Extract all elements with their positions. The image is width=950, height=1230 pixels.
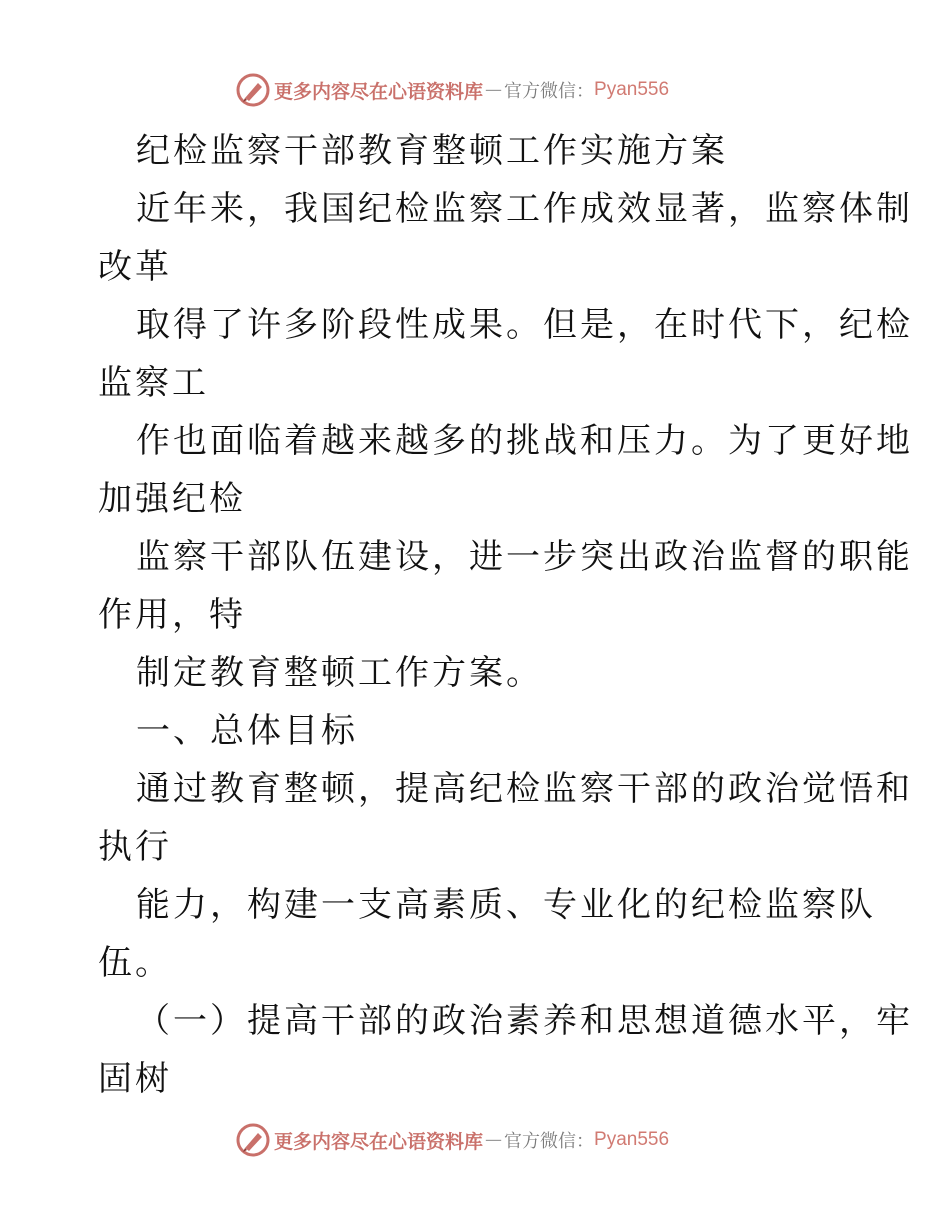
watermark-label: 官方微信： [504,81,595,102]
paragraph-line: 伍。 [98,943,172,983]
watermark-brand-text: 更多内容尽在心语资料库 [274,80,484,103]
paragraph-line: 通过教育整顿，提高纪检监察干部的政治觉悟和 [136,769,913,809]
section-heading: 一、总体目标 [136,711,358,751]
paragraph-line: 监察干部队伍建设，进一步突出政治监督的职能 [136,537,913,577]
paragraph-line: 作也面临着越来越多的挑战和压力。为了更好地 [136,421,913,461]
footer-watermark [236,1122,669,1158]
document-body [98,122,913,1108]
subsection-heading: （一）提高干部的政治素养和思想道德水平，牢 [136,1001,913,1041]
paragraph-line: 取得了许多阶段性成果。但是，在时代下，纪检 [136,305,913,345]
pen-logo-icon [236,73,270,107]
paragraph-line: 执行 [98,827,172,867]
header-watermark [236,72,669,108]
paragraph-line: 加强纪检 [98,479,246,519]
watermark-separator: — [485,80,503,100]
watermark-id: Pyan556 [594,1129,670,1150]
watermark-separator: — [485,1130,503,1150]
paragraph-line: 固树 [98,1059,172,1099]
paragraph-line: 改革 [98,247,172,287]
document-title: 纪检监察干部教育整顿工作实施方案 [136,131,728,171]
watermark-brand-text: 更多内容尽在心语资料库 [274,1130,484,1153]
pen-logo-icon [236,1123,270,1157]
watermark-label: 官方微信： [504,1131,595,1152]
paragraph-line: 作用，特 [98,595,246,635]
watermark-id: Pyan556 [594,79,670,100]
paragraph-line: 监察工 [98,363,209,403]
paragraph-line: 制定教育整顿工作方案。 [136,653,543,693]
paragraph-line: 能力，构建一支高素质、专业化的纪检监察队 [136,885,876,925]
paragraph-line: 近年来，我国纪检监察工作成效显著，监察体制 [136,189,913,229]
